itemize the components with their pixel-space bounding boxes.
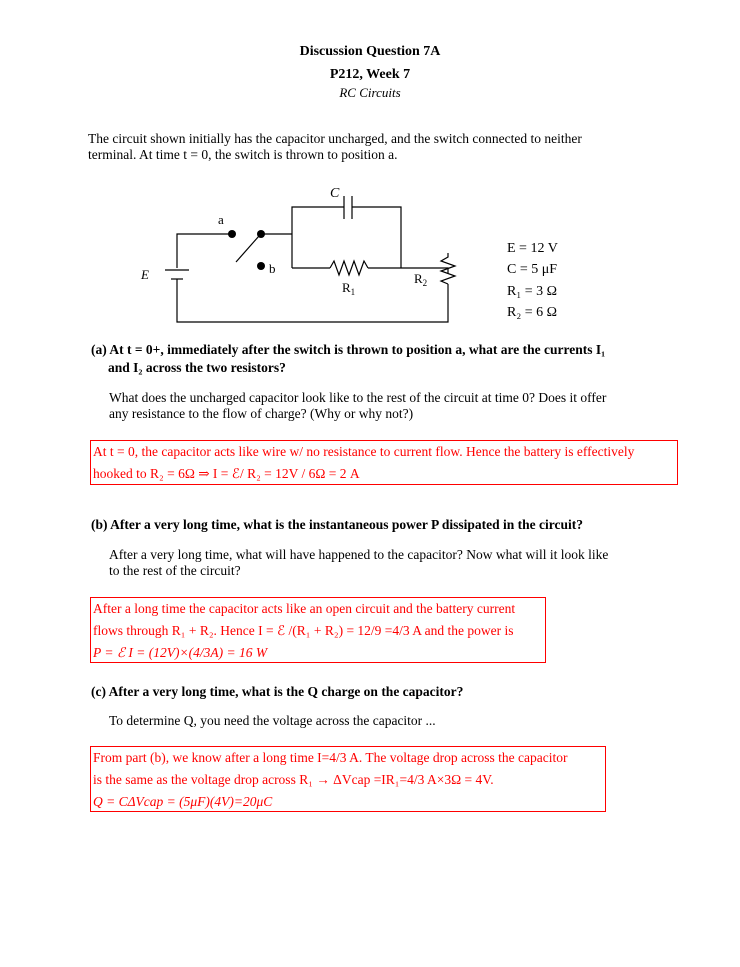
wire-bottom <box>177 283 448 322</box>
part-b-hint-line-2: to the rest of the circuit? <box>109 563 241 578</box>
part-a-answer-box <box>90 440 678 485</box>
label-switch-b: b <box>269 261 276 276</box>
part-a-hint-line-1: What does the uncharged capacitor look like to the rest of the circuit at time 0? Does it offer <box>109 390 607 405</box>
course-week: P212, Week 7 <box>329 67 411 82</box>
wire-cap-right <box>352 207 401 268</box>
resistor-r1 <box>330 261 368 275</box>
label-r2: $R_2$ <box>414 271 428 288</box>
switch-contact-a <box>228 230 236 238</box>
part-c-answer-box <box>90 746 606 812</box>
label-switch-a: a <box>218 212 224 227</box>
value-r2: R₂ = 6 Ω <box>507 305 558 320</box>
intro-line-2: terminal. At time t = 0, the switch is thrown to position a. <box>88 147 398 162</box>
part-b-hint-line-1: After a very long time, what will have happened to the capacitor? Now what will it look like <box>109 547 609 562</box>
value-emf: E = 12 V <box>507 241 558 256</box>
circuit-diagram <box>0 0 740 340</box>
value-r1: R₁ = 3 Ω <box>507 284 558 299</box>
label-emf: E <box>141 267 149 282</box>
part-c-answer-line-1: From part (b), we know after a long time I=4/3 A. The voltage drop across the capacitor <box>93 750 568 765</box>
part-a-hint <box>109 390 699 422</box>
label-r1: $R_1$ <box>342 280 356 297</box>
switch-blade <box>236 236 259 262</box>
switch-contact-b <box>257 262 265 270</box>
part-a-answer-line-1: At t = 0, the capacitor acts like wire w/ no resistance to current flow. Hence the battery is effectively <box>93 444 635 459</box>
value-capacitance: C = 5 μF <box>507 262 558 277</box>
part-c-hint: To determine Q, you need the voltage across the capacitor ... <box>109 713 436 728</box>
label-capacitor: C <box>330 186 340 201</box>
part-a-question-line-1: (a) At t = 0+, immediately after the switch is thrown to position a, what are the currents I₁ <box>91 342 606 357</box>
switch-contact-pivot <box>257 230 265 238</box>
part-a-question <box>91 341 691 377</box>
intro-line-1: The circuit shown initially has the capacitor uncharged, and the switch connected to neither <box>88 131 582 146</box>
part-c-question: (c) After a very long time, what is the Q charge on the capacitor? <box>91 684 464 699</box>
wire-cap-left <box>292 207 344 268</box>
topic-subtitle: RC Circuits <box>339 85 401 100</box>
part-b-answer-line-1: After a long time the capacitor acts like an open circuit and the battery current <box>93 601 516 616</box>
part-c-answer-line-2: is the same as the voltage drop across R₁ → ΔVcap =IR₁=4/3 A×3Ω = 4V. <box>93 772 494 787</box>
part-a-question-line-2: and I₂ across the two resistors? <box>108 360 286 375</box>
part-b-hint <box>109 547 699 579</box>
part-a-answer-line-2: hooked to R₂ = 6Ω ⇒ I = ℰ/ R₂ = 12V / 6Ω = 2 A <box>93 466 360 481</box>
wire-left <box>177 234 230 268</box>
part-c-answer-line-3: Q = CΔVcap = (5μF)(4V)=20μC <box>93 794 273 809</box>
part-b-answer-line-3: P = ℰ I = (12V)×(4/3A) = 16 W <box>93 645 268 660</box>
wire-r1-right <box>368 268 448 273</box>
part-a-hint-line-2: any resistance to the flow of charge? (Why or why not?) <box>109 406 414 421</box>
part-b-answer-line-2: flows through R₁ + R₂. Hence I = ℰ /(R₁ + R₂) = 12/9 =4/3 A and the power is <box>93 623 514 638</box>
part-b-question: (b) After a very long time, what is the instantaneous power P dissipated in the circuit? <box>91 517 583 532</box>
document-title: Discussion Question 7A <box>299 44 441 59</box>
part-b-answer-box <box>90 597 546 663</box>
